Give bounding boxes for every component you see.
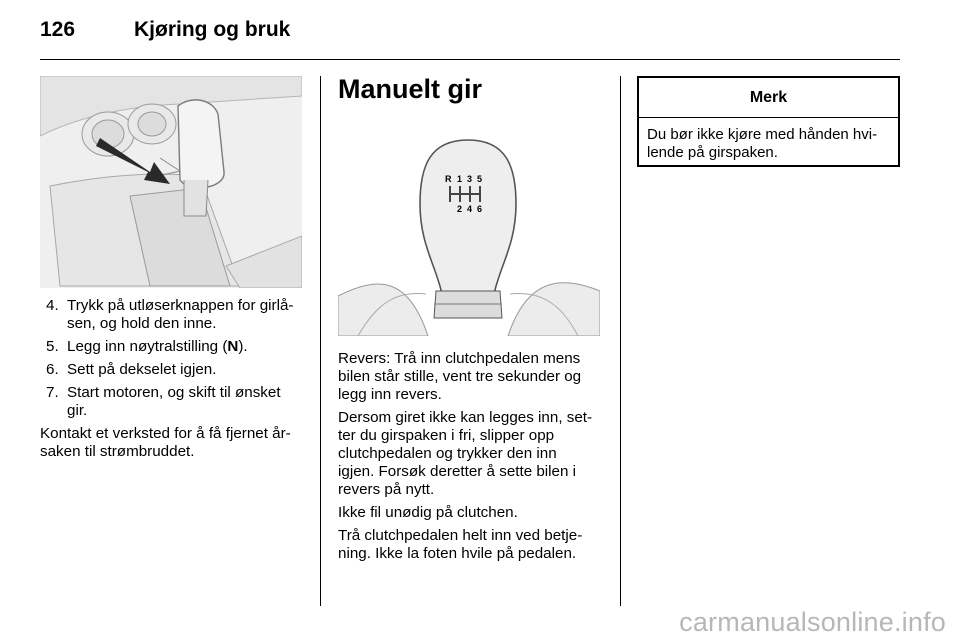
knob-label-3: 3: [467, 174, 473, 184]
knob-label-1: 1: [457, 174, 463, 184]
procedure-steps: [40, 297, 308, 420]
gear-knob-illustration: [338, 126, 600, 336]
clutch-slip-paragraph: Ikke fil unødig på clutchen.: [338, 504, 518, 521]
section-heading: Manuelt gir: [338, 74, 483, 104]
note-text: Du bør ikke kjøre med hånden hvi- lende på girspaken.: [647, 126, 878, 161]
column-divider-right: [620, 76, 621, 606]
step-item: 7. Start motoren, og skift til ønsket gir.: [46, 384, 281, 419]
knob-label-2: 2: [457, 204, 463, 214]
clutch-press-paragraph: Trå clutchpedalen helt inn ved betje- ning. Ikke la foten hvile på pedalen.: [338, 527, 583, 562]
note-box: [637, 76, 900, 167]
knob-label-r: R: [445, 174, 452, 184]
gear-selector-illustration: [40, 76, 302, 288]
step-item: 6. Sett på dekselet igjen.: [46, 361, 217, 378]
step-item: 5. Legg inn nøytralstilling (N).: [46, 338, 248, 355]
note-heading: Merk: [639, 78, 898, 118]
workshop-paragraph: Kontakt et verksted for å få fjernet år- saken til strømbruddet.: [40, 425, 291, 460]
column-divider-left: [320, 76, 321, 606]
knob-label-5: 5: [477, 174, 483, 184]
knob-label-4: 4: [467, 204, 473, 214]
page-header: [40, 18, 290, 42]
page-number: 126: [40, 18, 76, 41]
middle-column: [338, 350, 610, 568]
gear-engage-paragraph: Dersom giret ikke kan legges inn, set- ter du girspaken i fri, slipper opp clutchpedalen og trykker den inn igjen. Forsøk deretter å sette bilen i revers på nytt.: [338, 409, 593, 498]
header-rule: [40, 59, 900, 60]
reverse-paragraph: Revers: Trå inn clutchpedalen mens bilen står stille, vent tre sekunder og legg inn revers.: [338, 350, 582, 403]
section-title: Kjøring og bruk: [134, 18, 291, 41]
left-column: [40, 297, 308, 466]
knob-label-6: 6: [477, 204, 483, 214]
watermark: carmanualsonline.info: [679, 607, 946, 637]
step-item: 4. Trykk på utløserknappen for girlå- sen, og hold den inne.: [46, 297, 294, 332]
